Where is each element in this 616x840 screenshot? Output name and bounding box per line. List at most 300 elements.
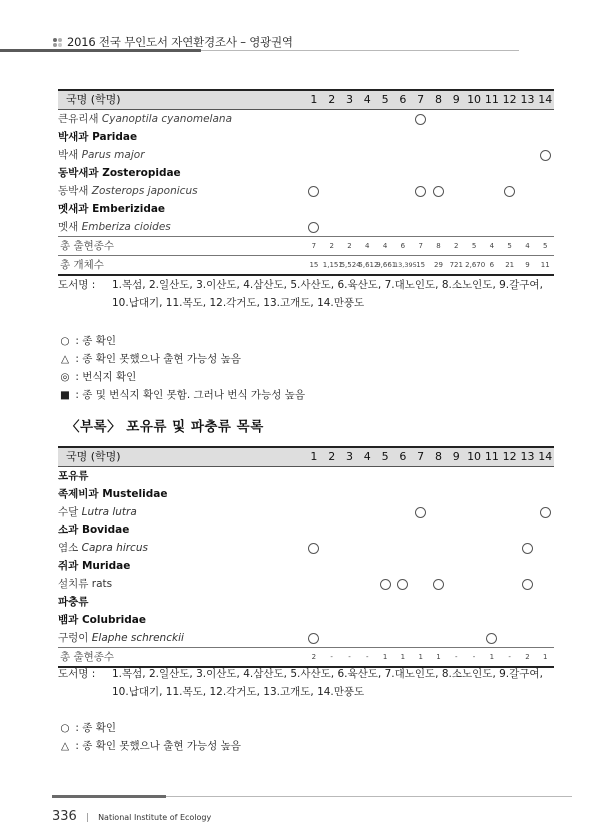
island-cell	[376, 611, 394, 629]
species-confirmed-circle-icon	[504, 186, 515, 197]
island-cell	[483, 593, 501, 611]
species-row	[58, 539, 554, 557]
total-value: 721	[447, 256, 465, 276]
island-cell	[447, 200, 465, 218]
island-note-label: 도서명 :	[58, 668, 96, 680]
group-row	[58, 467, 554, 486]
island-cell	[394, 146, 412, 164]
island-cell	[341, 182, 359, 200]
total-value: -	[323, 648, 341, 668]
island-cell	[536, 539, 554, 557]
column-header-island-13: 13	[520, 450, 535, 463]
island-cell	[394, 128, 412, 146]
island-cell	[519, 467, 537, 486]
header-rule	[201, 50, 519, 51]
total-value: 21	[501, 256, 519, 276]
island-cell	[323, 629, 341, 648]
legend-symbol-icon: △	[60, 740, 70, 752]
island-cell	[394, 200, 412, 218]
island-cell	[465, 521, 483, 539]
island-cell	[323, 557, 341, 575]
column-header-name: 국명 (학명)	[66, 93, 121, 106]
island-cell	[430, 485, 448, 503]
total-value: -	[465, 648, 483, 668]
island-cell	[305, 503, 323, 521]
species-korean-name: 동박새	[58, 185, 89, 197]
island-cell	[430, 146, 448, 164]
row-name-cell	[58, 200, 305, 218]
island-cell	[412, 593, 430, 611]
island-cell	[305, 557, 323, 575]
island-cell	[465, 146, 483, 164]
group-name: 파충류	[58, 596, 89, 608]
island-cell	[323, 521, 341, 539]
island-cell	[394, 557, 412, 575]
island-cell	[341, 485, 359, 503]
symbol-legend	[58, 332, 305, 404]
total-value: 1	[536, 648, 554, 668]
island-cell	[465, 611, 483, 629]
island-cell	[465, 128, 483, 146]
island-cell	[376, 182, 394, 200]
family-latin-name: Paridae	[92, 131, 138, 143]
island-cell	[501, 575, 519, 593]
island-cell	[358, 539, 376, 557]
symbol-legend	[58, 719, 241, 755]
species-confirmed-circle-icon	[540, 507, 551, 518]
family-latin-name: Colubridae	[81, 614, 146, 626]
island-cell	[305, 485, 323, 503]
species-confirmed-circle-icon	[308, 186, 319, 197]
island-cell	[465, 485, 483, 503]
island-note-line: 1.목섬, 2.일산도, 3.이산도, 4.삼산도, 5.사산도, 6.육산도, 7.대노인도, 8.소노인도, 9.갈구여,	[112, 279, 543, 291]
island-cell	[376, 485, 394, 503]
family-latin-name: Emberizidae	[92, 203, 166, 215]
island-cell	[501, 218, 519, 237]
island-cell	[341, 521, 359, 539]
island-cell	[412, 539, 430, 557]
island-cell	[341, 539, 359, 557]
row-name-cell	[58, 629, 305, 648]
island-cell	[305, 218, 323, 237]
island-cell	[447, 467, 465, 486]
island-cell	[447, 539, 465, 557]
column-header-island-6: 6	[399, 93, 407, 106]
column-header-island-10: 10	[467, 93, 482, 106]
species-confirmed-circle-icon	[415, 186, 426, 197]
column-header-island-14: 14	[538, 450, 553, 463]
island-cell	[447, 485, 465, 503]
island-cell	[519, 539, 537, 557]
island-cell	[394, 110, 412, 129]
island-note-line: 1.목섬, 2.일산도, 3.이산도, 4.삼산도, 5.사산도, 6.육산도, 7.대노인도, 8.소노인도, 9.갈구여,	[112, 668, 543, 680]
species-confirmed-circle-icon	[522, 579, 533, 590]
island-cell	[358, 611, 376, 629]
island-cell	[536, 593, 554, 611]
column-header-island-12: 12	[502, 93, 517, 106]
species-row	[58, 629, 554, 648]
island-cell	[519, 593, 537, 611]
total-value: -	[447, 648, 465, 668]
group-name: 포유류	[58, 470, 89, 482]
column-header-island-12: 12	[502, 450, 517, 463]
header-rule-accent	[0, 49, 201, 52]
column-header-island-4: 4	[363, 93, 371, 106]
species-korean-name: 멧새	[58, 221, 79, 233]
island-cell	[501, 611, 519, 629]
island-cell	[483, 611, 501, 629]
island-cell	[430, 593, 448, 611]
row-name-cell	[58, 611, 305, 629]
island-cell	[519, 200, 537, 218]
island-cell	[323, 218, 341, 237]
island-cell	[394, 503, 412, 521]
total-value: 2	[519, 648, 537, 668]
legend-symbol-icon: ■	[60, 389, 70, 401]
total-value: 2	[305, 648, 323, 668]
species-scientific-name: rats	[91, 578, 113, 590]
island-cell	[412, 485, 430, 503]
island-cell	[483, 539, 501, 557]
island-cell	[536, 467, 554, 486]
island-cell	[465, 575, 483, 593]
island-cell	[341, 593, 359, 611]
island-cell	[501, 557, 519, 575]
island-cell	[519, 218, 537, 237]
group-row	[58, 593, 554, 611]
island-cell	[430, 110, 448, 129]
row-name-cell	[58, 521, 305, 539]
legend-symbol-icon: ◎	[60, 371, 70, 383]
species-scientific-name: Capra hircus	[81, 542, 148, 554]
island-cell	[501, 521, 519, 539]
species-row	[58, 218, 554, 237]
legend-text: : 종 확인	[75, 335, 116, 347]
island-cell	[394, 611, 412, 629]
header-dots-icon	[53, 38, 62, 47]
island-cell	[376, 593, 394, 611]
island-cell	[465, 110, 483, 129]
island-cell	[430, 218, 448, 237]
island-cell	[483, 521, 501, 539]
island-cell	[519, 110, 537, 129]
island-cell	[412, 557, 430, 575]
legend-item	[58, 719, 241, 737]
family-latin-name: Bovidae	[81, 524, 130, 536]
column-header-island-3: 3	[345, 450, 353, 463]
island-cell	[394, 593, 412, 611]
island-cell	[358, 200, 376, 218]
species-korean-name: 큰유리새	[58, 113, 99, 125]
legend-item	[58, 386, 305, 404]
island-cell	[341, 218, 359, 237]
island-cell	[536, 503, 554, 521]
island-cell	[305, 539, 323, 557]
island-cell	[447, 521, 465, 539]
island-cell	[341, 164, 359, 182]
island-cell	[501, 539, 519, 557]
island-cell	[536, 164, 554, 182]
island-cell	[323, 200, 341, 218]
legend-symbol-icon: ○	[60, 722, 70, 734]
island-cell	[412, 182, 430, 200]
island-cell	[501, 110, 519, 129]
island-cell	[341, 110, 359, 129]
island-cell	[412, 110, 430, 129]
island-cell	[394, 485, 412, 503]
island-cell	[376, 575, 394, 593]
island-cell	[358, 182, 376, 200]
island-cell	[447, 146, 465, 164]
island-cell	[465, 467, 483, 486]
island-cell	[376, 467, 394, 486]
island-cell	[323, 593, 341, 611]
island-cell	[536, 557, 554, 575]
island-cell	[536, 485, 554, 503]
total-value: 8	[430, 237, 448, 256]
legend-text: : 종 확인	[75, 722, 116, 734]
island-cell	[358, 575, 376, 593]
island-note-line: 10.납대기, 11.목도, 12.각거도, 13.고개도, 14.만풍도	[112, 686, 365, 698]
column-header-island-3: 3	[345, 93, 353, 106]
species-confirmed-circle-icon	[415, 114, 426, 125]
island-cell	[430, 503, 448, 521]
total-individuals-row	[58, 256, 554, 276]
island-cell	[447, 110, 465, 129]
species-confirmed-circle-icon	[380, 579, 391, 590]
island-cell	[536, 110, 554, 129]
island-cell	[394, 164, 412, 182]
island-cell	[358, 521, 376, 539]
table-header-row	[58, 447, 554, 467]
total-species-row	[58, 237, 554, 256]
island-cell	[305, 128, 323, 146]
island-cell	[483, 467, 501, 486]
legend-item	[58, 368, 305, 386]
island-cell	[430, 467, 448, 486]
island-cell	[465, 557, 483, 575]
total-value: 6	[394, 237, 412, 256]
legend-item	[58, 350, 305, 368]
island-cell	[519, 611, 537, 629]
species-confirmed-circle-icon	[397, 579, 408, 590]
island-cell	[501, 182, 519, 200]
island-cell	[465, 182, 483, 200]
island-cell	[305, 182, 323, 200]
island-cell	[305, 110, 323, 129]
column-header-island-10: 10	[467, 450, 482, 463]
island-cell	[519, 575, 537, 593]
island-cell	[519, 164, 537, 182]
island-cell	[323, 164, 341, 182]
column-header-island-1: 1	[310, 93, 318, 106]
total-value: 15	[412, 256, 430, 276]
total-value: 9,661	[376, 256, 394, 276]
island-cell	[412, 200, 430, 218]
island-cell	[305, 575, 323, 593]
island-cell	[323, 485, 341, 503]
column-header-island-8: 8	[434, 450, 442, 463]
column-header-island-7: 7	[417, 93, 425, 106]
island-cell	[323, 146, 341, 164]
island-cell	[465, 629, 483, 648]
island-cell	[483, 182, 501, 200]
island-cell	[536, 575, 554, 593]
island-cell	[483, 629, 501, 648]
family-korean-name: 동박새과	[58, 167, 99, 179]
island-cell	[501, 593, 519, 611]
island-cell	[447, 128, 465, 146]
island-cell	[519, 557, 537, 575]
island-cell	[394, 467, 412, 486]
island-cell	[323, 467, 341, 486]
island-cell	[394, 539, 412, 557]
species-scientific-name: Cyanoptila cyanomelana	[101, 113, 232, 125]
page-number: 336	[52, 809, 77, 824]
family-latin-name: Zosteropidae	[102, 167, 181, 179]
island-cell	[341, 128, 359, 146]
total-value: 1,151	[323, 256, 341, 276]
island-cell	[483, 128, 501, 146]
column-header-island-11: 11	[484, 450, 499, 463]
family-korean-name: 쥐과	[58, 560, 79, 572]
island-cell	[358, 218, 376, 237]
island-cell	[430, 200, 448, 218]
column-header-island-9: 9	[452, 450, 460, 463]
island-cell	[358, 128, 376, 146]
column-header-island-14: 14	[538, 93, 553, 106]
species-row	[58, 575, 554, 593]
species-scientific-name: Lutra lutra	[81, 506, 137, 518]
island-cell	[323, 182, 341, 200]
legend-text: : 번식지 확인	[75, 371, 137, 383]
legend-text: : 종 확인 못했으나 출현 가능성 높음	[75, 740, 241, 752]
island-cell	[501, 164, 519, 182]
island-cell	[465, 539, 483, 557]
island-cell	[430, 521, 448, 539]
island-cell	[323, 575, 341, 593]
island-cell	[447, 557, 465, 575]
table-header-row	[58, 90, 554, 110]
island-cell	[519, 146, 537, 164]
total-value: 2	[323, 237, 341, 256]
total-value: 13,395	[394, 256, 412, 276]
island-cell	[376, 521, 394, 539]
island-cell	[341, 557, 359, 575]
island-cell	[412, 128, 430, 146]
island-cell	[483, 164, 501, 182]
total-value: 7	[305, 237, 323, 256]
island-note-line: 10.납대기, 11.목도, 12.각거도, 13.고개도, 14.만풍도	[112, 297, 365, 309]
species-confirmed-circle-icon	[540, 150, 551, 161]
island-cell	[412, 467, 430, 486]
total-value: -	[501, 648, 519, 668]
total-value: 1	[394, 648, 412, 668]
island-cell	[483, 575, 501, 593]
island-cell	[323, 539, 341, 557]
island-cell	[536, 128, 554, 146]
row-name-cell	[58, 557, 305, 575]
island-cell	[483, 485, 501, 503]
row-name-cell	[58, 467, 305, 486]
island-cell	[358, 593, 376, 611]
total-value: 1	[412, 648, 430, 668]
column-header-island-7: 7	[417, 450, 425, 463]
island-cell	[465, 218, 483, 237]
island-cell	[376, 629, 394, 648]
column-header-island-2: 2	[328, 450, 336, 463]
species-confirmed-circle-icon	[433, 579, 444, 590]
species-confirmed-circle-icon	[486, 633, 497, 644]
legend-text: : 종 및 번식지 확인 못함. 그러나 번식 가능성 높음	[75, 389, 305, 401]
family-row	[58, 521, 554, 539]
island-cell	[358, 164, 376, 182]
row-name-cell	[58, 146, 305, 164]
species-scientific-name: Zosterops japonicus	[91, 185, 198, 197]
island-cell	[465, 164, 483, 182]
island-cell	[323, 611, 341, 629]
island-cell	[536, 611, 554, 629]
column-header-name: 국명 (학명)	[66, 450, 121, 463]
species-confirmed-circle-icon	[415, 507, 426, 518]
island-cell	[376, 218, 394, 237]
island-cell	[447, 611, 465, 629]
island-cell	[447, 593, 465, 611]
island-cell	[412, 146, 430, 164]
column-header-island-2: 2	[328, 93, 336, 106]
island-cell	[358, 629, 376, 648]
island-cell	[430, 182, 448, 200]
species-korean-name: 구렁이	[58, 632, 89, 644]
species-korean-name: 설치류	[58, 578, 89, 590]
total-value: 1	[483, 648, 501, 668]
species-row	[58, 110, 554, 129]
page-footer	[52, 805, 211, 824]
island-cell	[305, 629, 323, 648]
legend-item	[58, 332, 305, 350]
species-korean-name: 수달	[58, 506, 79, 518]
species-confirmed-circle-icon	[308, 222, 319, 233]
total-value: 6	[483, 256, 501, 276]
island-cell	[341, 467, 359, 486]
island-cell	[536, 146, 554, 164]
island-cell	[412, 611, 430, 629]
island-cell	[430, 557, 448, 575]
total-value: 11	[536, 256, 554, 276]
total-value: 29	[430, 256, 448, 276]
legend-symbol-icon: ○	[60, 335, 70, 347]
island-cell	[483, 110, 501, 129]
total-value: 5	[536, 237, 554, 256]
total-label: 총 출현종수	[58, 648, 305, 668]
island-cell	[501, 467, 519, 486]
column-header-island-1: 1	[310, 450, 318, 463]
species-confirmed-circle-icon	[308, 633, 319, 644]
species-scientific-name: Elaphe schrenckii	[91, 632, 184, 644]
row-name-cell	[58, 218, 305, 237]
island-cell	[447, 629, 465, 648]
island-cell	[412, 575, 430, 593]
island-cell	[519, 128, 537, 146]
legend-text: : 종 확인 못했으나 출현 가능성 높음	[75, 353, 241, 365]
column-header-island-9: 9	[452, 93, 460, 106]
column-header-island-5: 5	[381, 450, 389, 463]
island-cell	[412, 164, 430, 182]
species-scientific-name: Parus major	[81, 149, 145, 161]
total-value: 2,670	[465, 256, 483, 276]
family-latin-name: Mustelidae	[102, 488, 168, 500]
total-value: 7	[412, 237, 430, 256]
